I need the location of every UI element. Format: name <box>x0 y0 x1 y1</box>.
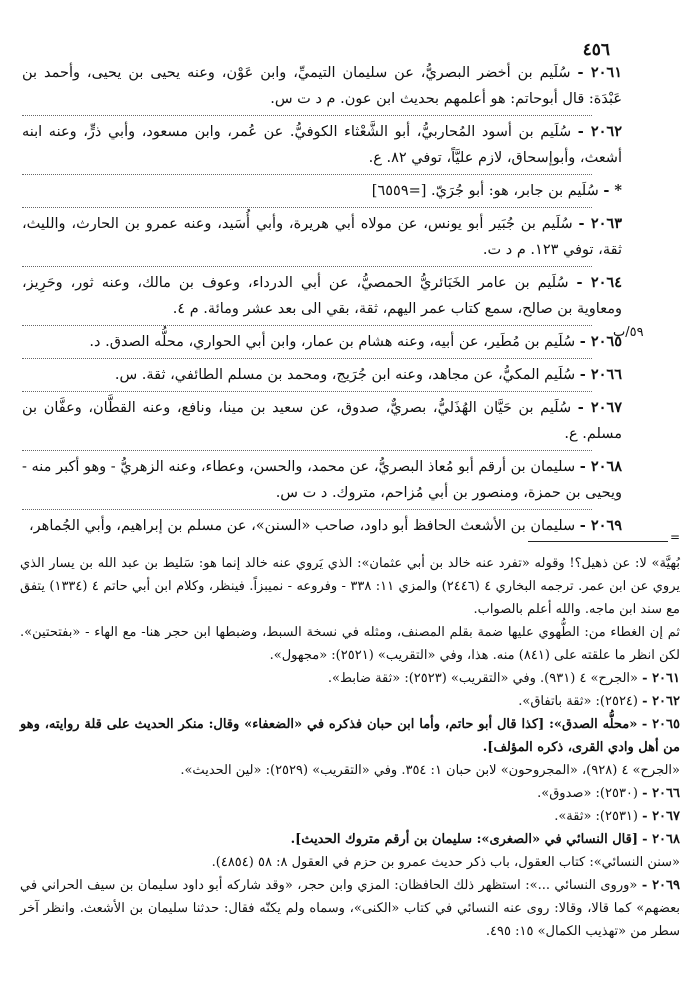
entry-2066 <box>22 362 622 392</box>
entry-2064 <box>22 270 622 326</box>
entry-number: ٢٠٦٩ - <box>579 517 622 534</box>
note-number: ٢٠٦١ - <box>642 671 680 686</box>
entry-2069 <box>22 513 622 539</box>
footnotes <box>20 552 680 943</box>
note-text: (٢٥٢٤): «ثقة باتفاق». <box>518 694 638 709</box>
footnote-2067 <box>20 805 680 828</box>
note-text: ثم إن الغطاء من: الطُّهوي عليها ضمة بقلم المصنف، ومثله في نسخة السبط، وضبطها ابن حجر هنا- مع الهاء - «بفتحتين». لكن انظر ما علقته على (٨٤١) منه. هذا، وفي «التقريب» (٢٥٢١): «مجهول». <box>20 625 680 663</box>
entry-text: سليمان بن أرقم أبو مُعاذ البصريُّ، عن محمد، والحسن، وعطاء، وعنه الزهريُّ - وهو أكبر منه - ويحيى بن حمزة، ومنصور بن أبي مُزاحم، متروك. د ت س. <box>22 459 622 501</box>
footnote-continuation <box>20 552 680 621</box>
entry-text: سُلَيم بن حَيَّان الهُذَليُّ، بصريٌّ، صدوق، عن سعيد بن مينا، ونافع، وعنه القطَّان، وعفَّان بن مسلم. ع. <box>22 400 622 442</box>
page-number: ٤٥٦ <box>582 40 610 60</box>
note-text: (٢٥٣٠): «صدوق». <box>537 786 638 801</box>
footnote-2068-sources <box>20 851 680 874</box>
note-number: ٢٠٦٨ - <box>642 832 680 847</box>
entry-text: سُلَيم المكيُّ، عن مجاهد، وعنه ابن جُرَيج، ومحمد بن مسلم الطائفي، ثقة. س. <box>114 367 576 383</box>
main-entries <box>22 60 622 539</box>
entry-number: ٢٠٦٣ - <box>578 215 623 232</box>
footnote-2066 <box>20 782 680 805</box>
entry-text: سُلَيم بن أسود المُحاربيُّ، أبو الشَّعْثاء الكوفيُّ. عن عُمر، وابن مسعود، وأبي ذرٍّ، وعنه ابنه أشعث، وأبوإسحاق، لازم عليَّاً، توفي ٨٢. ع. <box>22 124 622 166</box>
entry-cross-reference <box>22 178 622 208</box>
note-number: ٢٠٦٩ - <box>641 878 680 893</box>
entry-2061 <box>22 60 622 116</box>
note-number: ٢٠٦٧ - <box>642 809 680 824</box>
note-text: بُهيَّة» لا: عن ذهيل؟! وقوله «تفرد عنه خالد بن أبي عثمان»: الذي يَروي عنه خالد إنما هو: سَليط بن عبد الله بن يسار الذي يروي عن ابن عمر. ترجمه البخاري ٤ (٢٤٤٦) والمزي ١١: ٣٣٨ - وفروعه - نميبزاً. فينظر، وكلام ابن أبي حاتم ٤ (١٣٣٤) يتفق مع سند ابن ماجه. والله أعلم بالصواب. <box>20 556 680 617</box>
entry-number: ٢٠٦٥ - <box>579 333 622 350</box>
note-number: ٢٠٦٢ - <box>642 694 680 709</box>
entry-text: سُلَيم بن جابر، هو: أبو جُرَيّ. [=٦٥٥٩] <box>371 183 599 199</box>
star-marker: * - <box>603 182 622 199</box>
entry-text: سُلَيم بن أخضر البصريُّ، عن سليمان التيميِّ، وابن عَوْن، وعنه يحيى بن يحيى، وأحمد بن عَبْدَة: قال أبوحاتم: هو أعلمهم بحديث ابن عون. م د ت س. <box>22 65 622 107</box>
entry-number: ٢٠٦٨ - <box>579 458 623 475</box>
footnote-2068 <box>20 828 680 851</box>
note-number: ٢٠٦٥ - <box>641 717 680 732</box>
note-text: «الجرح» ٤ (٩٣١). وفي «التقريب» (٢٥٢٣): «ثقة ضابط». <box>327 671 638 686</box>
entry-number: ٢٠٦٤ - <box>576 274 623 291</box>
entry-2062 <box>22 119 622 175</box>
entry-2067 <box>22 395 622 451</box>
note-text: «سنن النسائي»: كتاب العقول، باب ذكر حديث عمرو بن حزم في العقول ٨: ٥٨ (٤٨٥٤). <box>211 855 680 870</box>
entry-number: ٢٠٦٢ - <box>577 123 623 140</box>
entry-text: سُلَيم بن جُبَير أبو يونس، عن مولاه أبي هريرة، وأبي أُسَيد، وعنه عمرو بن الحارث، والليث، ثقة، توفي ١٢٣. م د ت. <box>22 216 622 258</box>
entry-2065 <box>22 329 622 359</box>
entry-number: ٢٠٦١ - <box>577 64 622 81</box>
footnote-2069 <box>20 874 680 943</box>
footnote-2061 <box>20 667 680 690</box>
margin-folio-note: ٥٩/ب <box>613 325 644 340</box>
note-text: «محلُّه الصدق»: [كذا قال أبو حاتم، وأما ابن حبان فذكره في «الضعفاء» وقال: منكر الحديث على قلة روايته، وهو من أهل وادي القرى، ذكره المؤلف]. <box>20 717 680 755</box>
entry-number: ٢٠٦٧ - <box>577 399 622 416</box>
footnote-continuation-mark: = <box>669 530 680 544</box>
entry-text: سُلَيم بن عامر الخَبَائريُّ الحمصيُّ، عن أبي الدرداء، وعوف بن مالك، وعنه ثور، وحَرِيز، ومعاوية بن صالح، سمع كتاب عمر اليهم، ثقة، بقي الى بعد عشر ومائة. م ٤. <box>22 275 622 317</box>
entry-text: سُلَيم بن مُطَير، عن أبيه، وعنه هشام بن عمار، وابن أبي الحواري، محلُّه الصدق. د. <box>89 334 576 350</box>
entry-2068 <box>22 454 622 510</box>
footnote-2065-sources <box>20 759 680 782</box>
footnote-2062 <box>20 690 680 713</box>
note-text: [قال النسائي في «الصغرى»: سليمان بن أرقم متروك الحديث]. <box>290 832 638 847</box>
note-text: (٢٥٣١): «ثقة». <box>554 809 638 824</box>
entry-2063 <box>22 211 622 267</box>
entry-number: ٢٠٦٦ - <box>579 366 622 383</box>
entry-text: سليمان بن الأشعث الحافظ أبو داود، صاحب «السنن»، عن مسلم بن إبراهيم، وأبي الجُماهر، <box>29 518 576 534</box>
note-number: ٢٠٦٦ - <box>642 786 680 801</box>
footnote-continuation <box>20 621 680 667</box>
footnote-2065 <box>20 713 680 759</box>
footnote-divider <box>528 541 668 542</box>
note-text: «وروى النسائي ...»: استظهر ذلك الحافظان: المزي وابن حجر، «وقد شاركه أبو داود سليمان بن سيف الحراني في بعضهم» كما قالا، وقالا: روى عنه النسائي في كتاب «الكنى»، وسماه ولم يكنّه فقال: حدثنا سليمان بن الأشعث. وانظر آخر سطر من «تهذيب الكمال» ١٥: ٤٩٥. <box>20 878 680 939</box>
note-text: «الجرح» ٤ (٩٢٨)، «المجروحون» لابن حبان ١: ٣٥٤. وفي «التقريب» (٢٥٢٩): «لين الحديث». <box>180 763 680 778</box>
